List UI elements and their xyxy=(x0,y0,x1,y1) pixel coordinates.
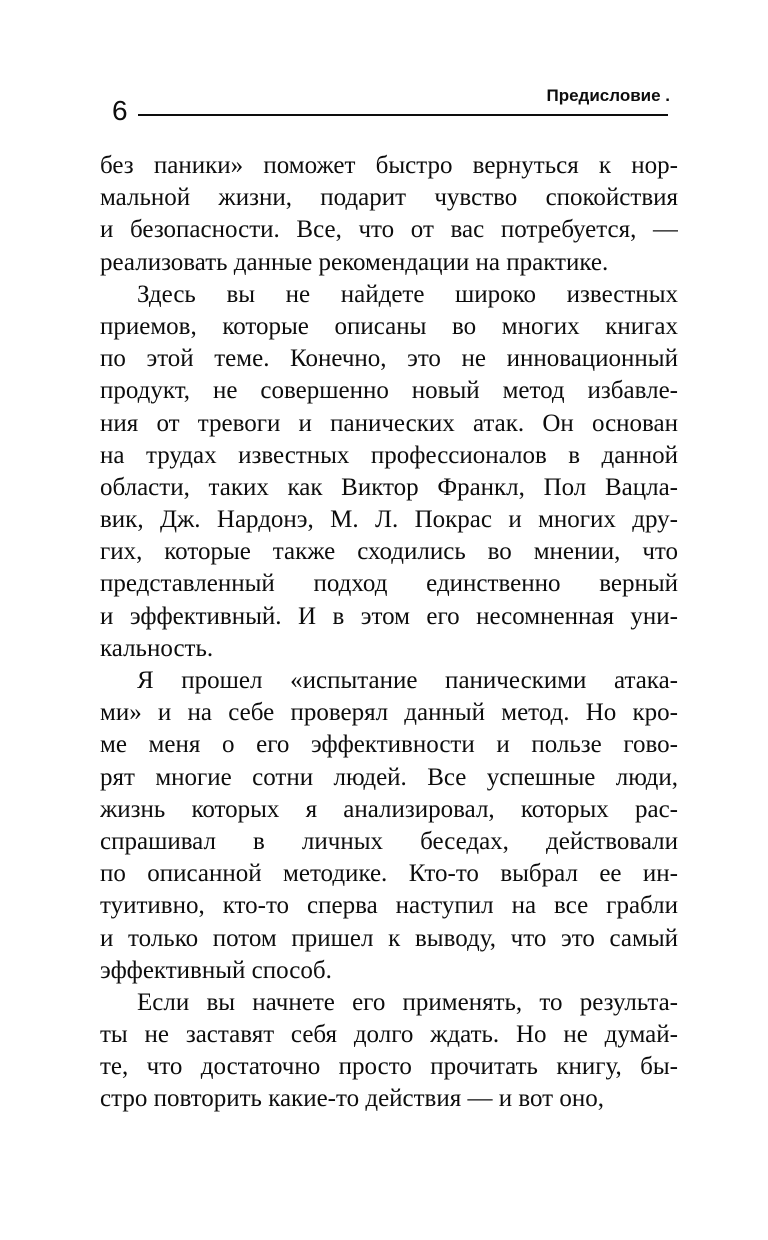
text-line: спрашивал в личных беседах, действовали xyxy=(100,827,678,855)
paragraph xyxy=(100,279,678,665)
page-number: 6 xyxy=(112,95,128,126)
body-text xyxy=(100,150,678,1116)
text-line: и эффективный. И в этом его несомненная уни- xyxy=(100,602,678,630)
running-title: Предисловие . xyxy=(546,86,670,105)
text-line: на трудах известных профессионалов в данной xyxy=(100,441,678,469)
paragraph xyxy=(100,987,678,1116)
text-line: жизнь которых я анализировал, которых рас- xyxy=(100,795,678,823)
text-line: реализовать данные рекомендации на практике. xyxy=(100,248,609,276)
text-line: эффективный способ. xyxy=(100,956,332,984)
text-line: представленный подход единственно верный xyxy=(100,570,678,598)
text-line: Здесь вы не найдете широко известных xyxy=(137,280,678,308)
text-line: по описанной методике. Кто-то выбрал ее ин- xyxy=(100,860,678,888)
text-line: кальность. xyxy=(100,634,214,662)
paragraph xyxy=(100,150,678,279)
text-line: гих, которые также сходились во мнении, что xyxy=(100,538,678,566)
text-line: ния от тревоги и панических атак. Он основан xyxy=(100,409,678,437)
text-line: ме меня о его эффективности и пользе гово- xyxy=(100,731,678,759)
text-line: стро повторить какие-то действия — и вот оно, xyxy=(100,1085,604,1113)
header-rule xyxy=(138,114,668,116)
text-line: без паники» поможет быстро вернуться к нор- xyxy=(100,152,678,179)
text-line: приемов, которые описаны во многих книгах xyxy=(100,312,678,340)
paragraph xyxy=(100,665,678,987)
text-line: Если вы начнете его применять, то результа- xyxy=(137,988,678,1016)
text-line: туитивно, кто-то сперва наступил на все грабли xyxy=(100,892,678,920)
text-line: рят многие сотни людей. Все успешные люди, xyxy=(100,763,678,791)
text-line: те, что достаточно просто прочитать книгу, бы- xyxy=(100,1053,678,1081)
text-line: области, таких как Виктор Франкл, Пол Вацла- xyxy=(100,473,678,501)
text-line: продукт, не совершенно новый метод избавле- xyxy=(100,377,678,405)
text-line: вик, Дж. Нардонэ, М. Л. Покрас и многих дру- xyxy=(100,506,678,534)
text-line: Я прошел «испытание паническими атака- xyxy=(137,667,678,694)
text-line: и безопасности. Все, что от вас потребуется, — xyxy=(100,216,678,244)
text-line: и только потом пришел к выводу, что это самый xyxy=(100,924,678,952)
text-line: мальной жизни, подарит чувство спокойствия xyxy=(100,184,678,212)
text-line: по этой теме. Конечно, это не инновационный xyxy=(100,345,678,373)
text-line: ми» и на себе проверял данный метод. Но кро- xyxy=(100,699,678,727)
text-line: ты не заставят себя долго ждать. Но не думай- xyxy=(100,1021,678,1049)
